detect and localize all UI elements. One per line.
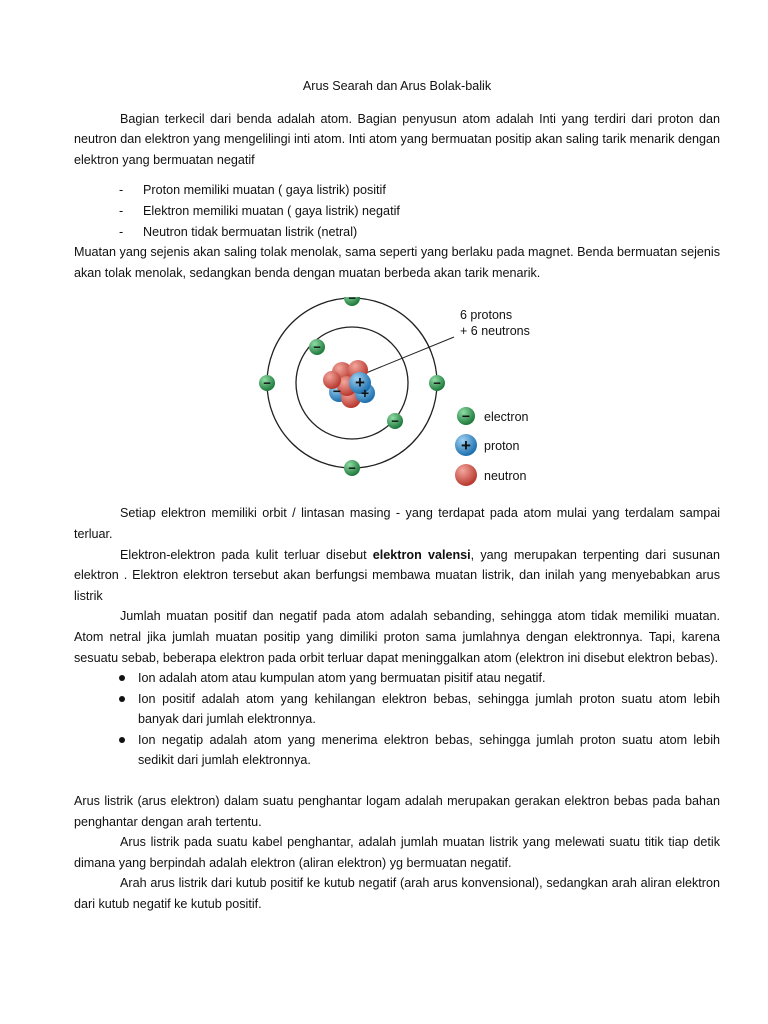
- electron: [344, 460, 360, 476]
- legend-neutron-label: neutron: [484, 469, 527, 484]
- list-item-text: Elektron memiliki muatan ( gaya listrik) negatif: [143, 203, 400, 218]
- atom-diagram-svg: [74, 297, 720, 497]
- valensi-term: elektron valensi: [372, 547, 471, 562]
- charge-list: [74, 180, 720, 242]
- electron: [429, 375, 445, 391]
- paragraph-jumlah: Jumlah muatan positif dan negatif pada atom adalah sebanding, sehingga atom tidak memiliki muatan. Atom netral jika jumlah muatan positip yang dimiliki proton sama jumlahnya dengan elektronnya. Tapi, karena sesuatu sebab, beberapa elektron pada orbit terluar dapat meninggalkan atom (elektron ini disebut elektron bebas).: [74, 609, 720, 665]
- label-pointer-line: [366, 337, 454, 373]
- paragraph-arus-3: Arah arus listrik dari kutub positif ke kutub negatif (arah arus konvensional), sedangkan arah aliran elektron dari kutub negatif ke kutub positif.: [74, 876, 720, 912]
- spacer: [74, 771, 720, 791]
- paragraph-orbit: Setiap elektron memiliki orbit / lintasan masing - yang terdapat pada atom mulai yang terdalam sampai terluar.: [74, 506, 720, 541]
- electron-sign: −: [348, 460, 356, 476]
- nucleus-label-line2: + 6 neutrons: [460, 324, 530, 339]
- proton-sign: −: [332, 383, 342, 400]
- bullet-dot: [119, 696, 125, 702]
- electron-sign: −: [391, 413, 399, 429]
- list-item: [74, 730, 720, 771]
- bullet-dot: [119, 675, 125, 681]
- electron-sign: −: [263, 375, 271, 391]
- list-item-text: Ion adalah atom atau kumpulan atom yang bermuatan pisitif atau negatif.: [138, 671, 546, 686]
- paragraph-arus-2: Arus listrik pada suatu kabel penghantar, adalah jumlah muatan listrik yang melewati suatu titik tiap detik dimana yang berpindah adalah elektron (aliran elektron) yg bermuatan negatif.: [74, 835, 720, 870]
- neutron-legend-swatch: [455, 464, 477, 486]
- legend-neutron: [455, 464, 526, 486]
- proton-sign: +: [461, 436, 471, 456]
- list-item-text: Neutron tidak bermuatan listrik (netral): [143, 224, 358, 239]
- list-item-text: Ion negatip adalah atom yang menerima elektron bebas, sehingga jumlah proton suatu atom lebih sedikit dari jumlah elektronnya.: [138, 732, 720, 768]
- list-item-text: Ion positif adalah atom yang kehilangan elektron bebas, sehingga jumlah proton suatu atom lebih banyak dari jumlah elektronnya.: [138, 691, 720, 727]
- electron-sign: −: [461, 408, 471, 425]
- atom-diagram: [74, 297, 720, 497]
- dash-marker: -: [119, 183, 124, 198]
- dash-marker: -: [119, 203, 124, 218]
- valensi-text-after: , yang merupakan terpenting dari susunan elektron . Elektron elektron tersebut akan berfungsi membawa muatan listrik, dan inilah yang menyebabkan arus listrik: [74, 547, 720, 603]
- electron: [387, 413, 403, 429]
- list-item-text: Proton memiliki muatan ( gaya listrik) positif: [143, 183, 386, 198]
- paragraph-intro: Bagian terkecil dari benda adalah atom. Bagian penyusun atom adalah Inti yang terdiri dari proton dan neutron dan elektron yang mengelilingi inti atom. Inti atom yang bermuatan positip akan saling tarik menarik dengan elektron yang bermuatan negatif: [74, 111, 720, 167]
- ion-list: [74, 668, 720, 771]
- document-title: Arus Searah dan Arus Bolak-balik: [302, 79, 492, 93]
- electron-sign: −: [433, 375, 441, 391]
- proton-sign: +: [355, 373, 365, 393]
- paragraph-muatan: Muatan yang sejenis akan saling tolak menolak, sama seperti yang berlaku pada magnet. Benda bermuatan sejenis akan tolak menolak, sedangkan benda dengan muatan berbeda akan tarik menarik.: [74, 245, 720, 280]
- proton-sign: +: [360, 385, 370, 402]
- paragraph-valensi: [74, 545, 720, 607]
- list-item: [74, 180, 720, 201]
- list-item: [74, 222, 720, 243]
- document-page: [74, 76, 720, 915]
- bullet-dot: [119, 737, 125, 743]
- legend-electron: [457, 407, 529, 425]
- electron: [344, 297, 360, 306]
- nucleus-label-line1: 6 protons: [460, 308, 513, 323]
- paragraph-arus-1: Arus listrik (arus elektron) dalam suatu penghantar logam adalah merupakan gerakan elektron bebas pada bahan penghantar dengan arah tertentu.: [74, 794, 720, 829]
- electron-sign: −: [348, 297, 356, 306]
- electron-sign: −: [313, 339, 321, 355]
- list-item: [74, 689, 720, 730]
- nucleus: [323, 360, 375, 408]
- dash-marker: -: [119, 224, 124, 239]
- valensi-text-before: Elektron-elektron pada kulit terluar disebut: [120, 547, 373, 562]
- electron: [259, 375, 275, 391]
- list-item: [74, 201, 720, 222]
- legend-proton-label: proton: [484, 439, 520, 454]
- legend-proton: [455, 434, 519, 456]
- legend-electron-label: electron: [484, 410, 529, 425]
- list-item: [74, 668, 720, 689]
- electron: [309, 339, 325, 355]
